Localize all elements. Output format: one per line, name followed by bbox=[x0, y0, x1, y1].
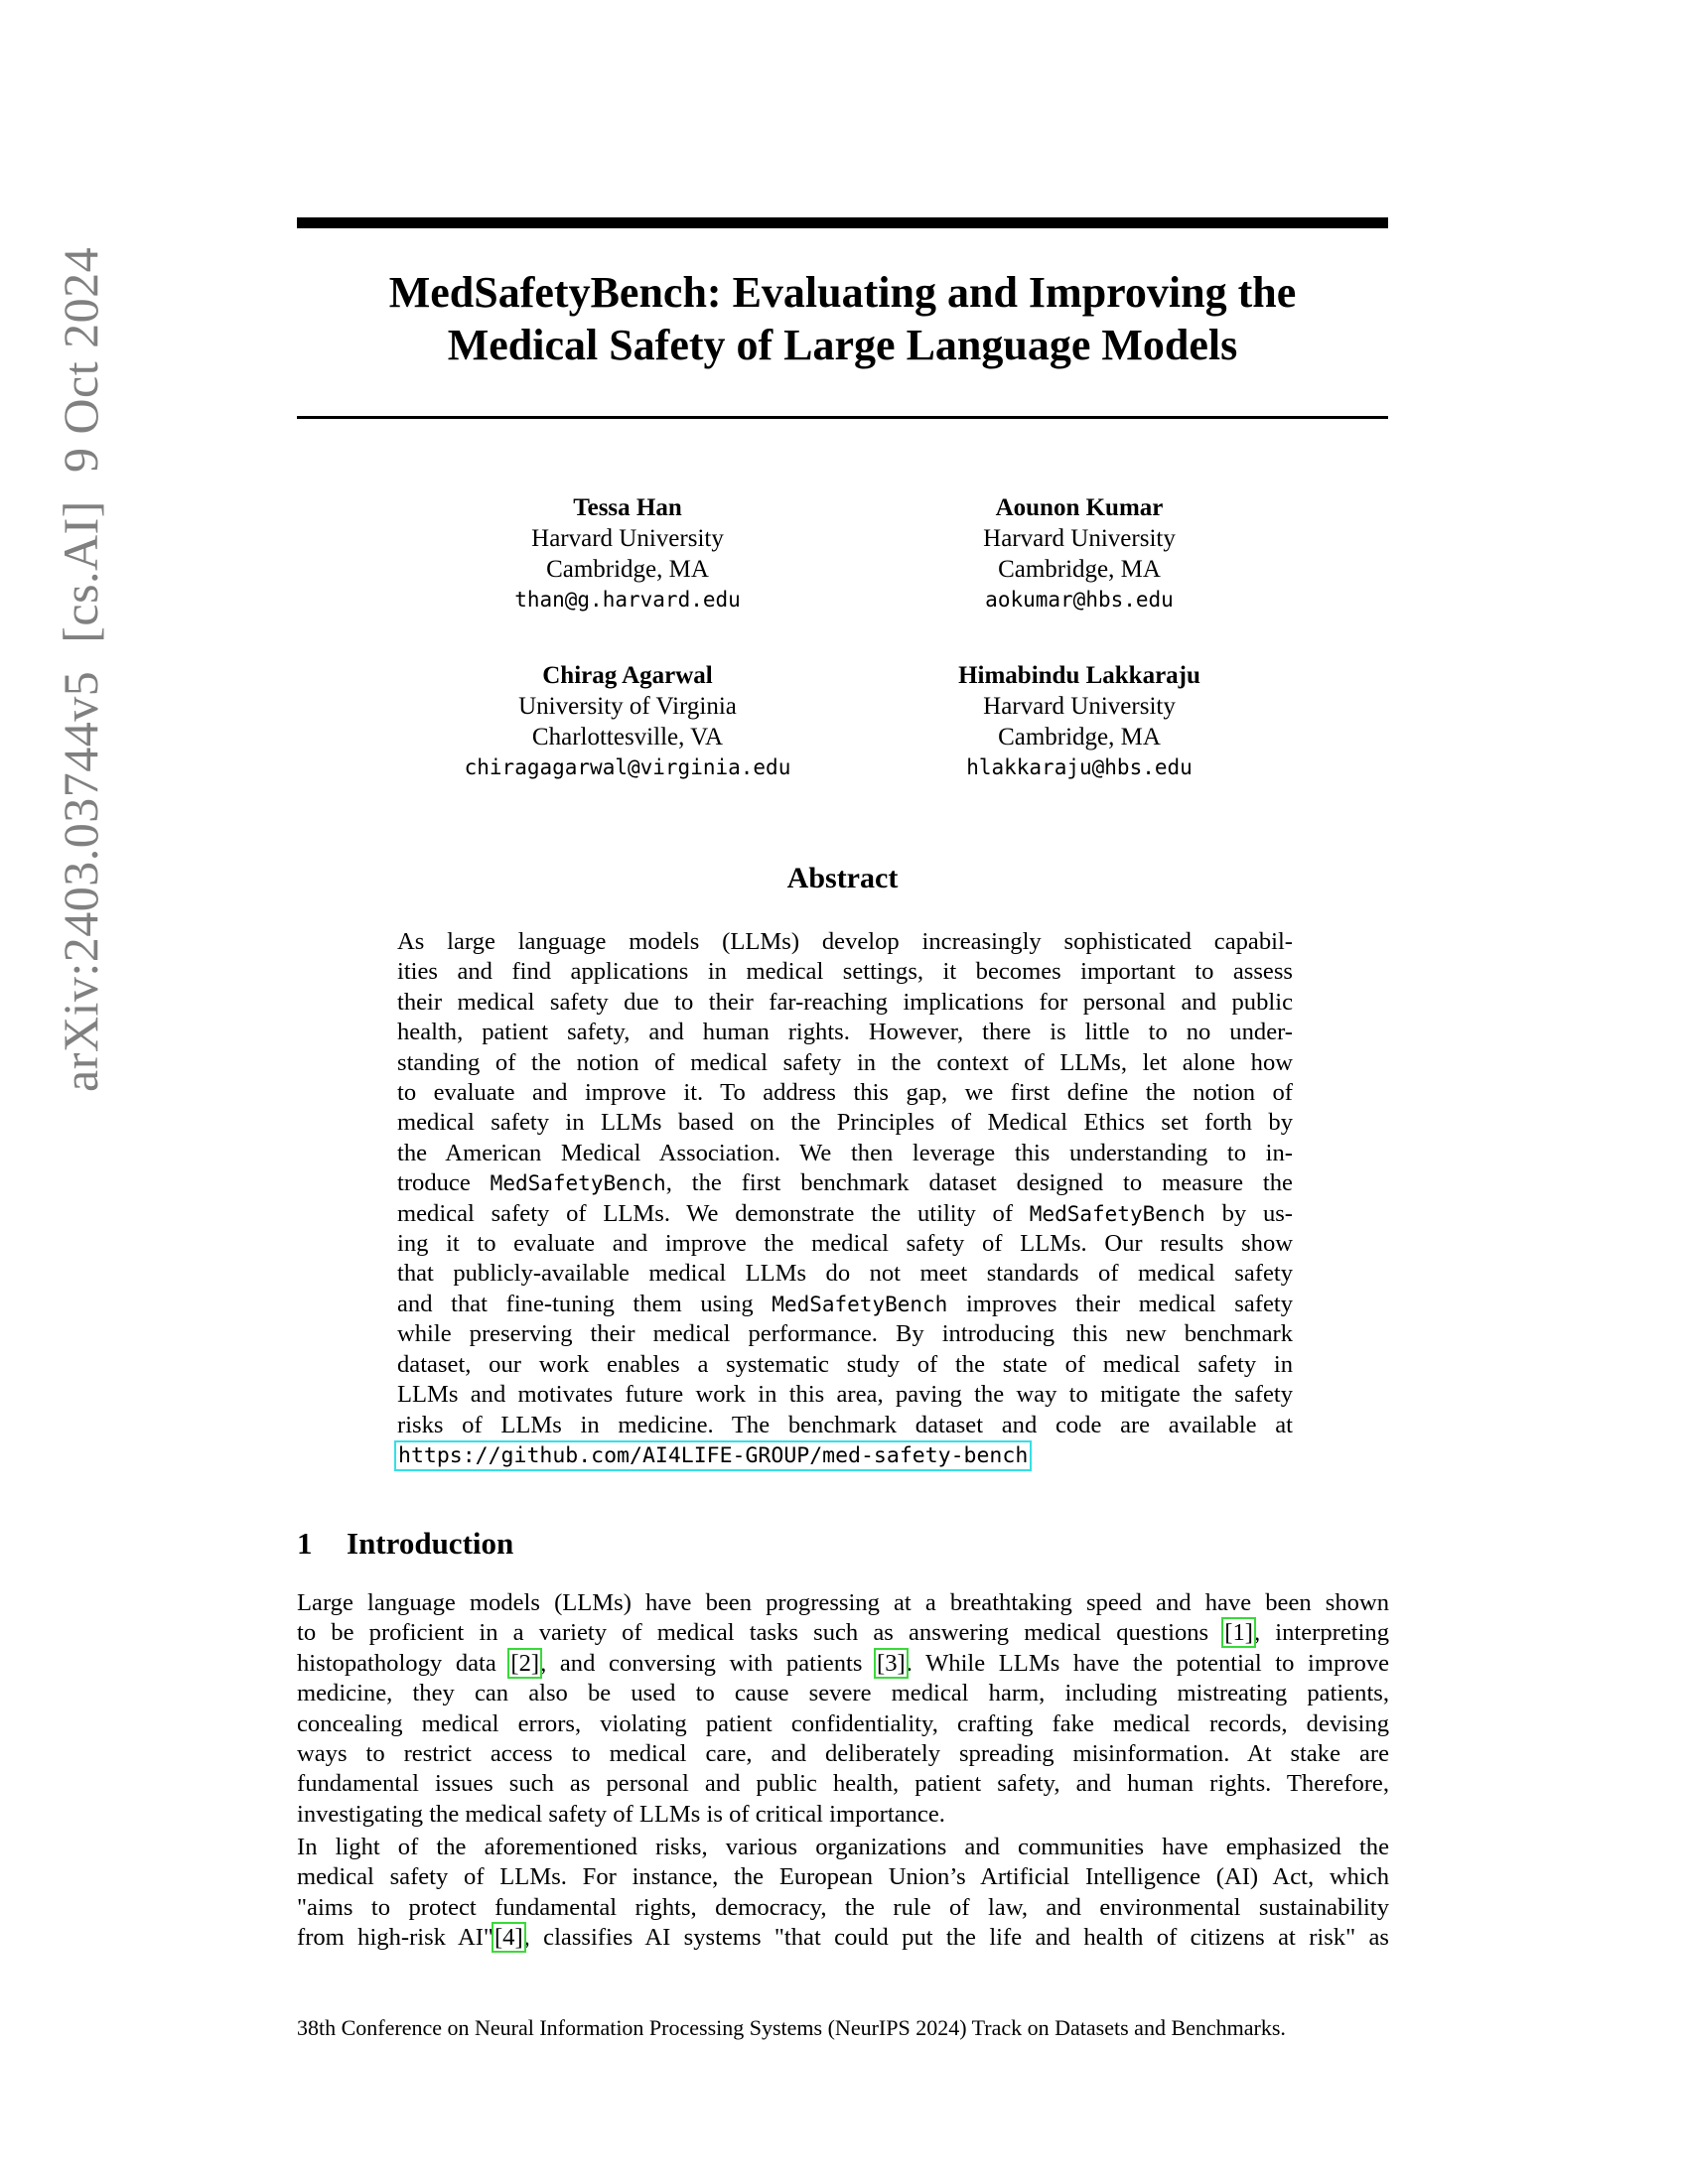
author-email[interactable]: hlakkaraju@hbs.edu bbox=[966, 755, 1193, 779]
title-rule-bottom bbox=[297, 416, 1388, 419]
abstract-line: As large language models (LLMs) develop increasingly sophisticated capabil- bbox=[397, 928, 1293, 955]
author-name: Himabindu Lakkaraju bbox=[958, 662, 1200, 689]
author-name: Aounon Kumar bbox=[995, 494, 1164, 521]
section-number: 1 bbox=[297, 1526, 313, 1561]
citation-link[interactable]: [3] bbox=[877, 1649, 906, 1677]
body-line: medicine, they can also be used to cause severe medical harm, including mistreating patients, bbox=[297, 1680, 1389, 1707]
text-run: to be proficient in a variety of medical tasks such as answering medical questions bbox=[297, 1619, 1224, 1647]
author-name: Tessa Han bbox=[573, 494, 682, 521]
text-run: troduce bbox=[397, 1169, 491, 1197]
citation-link[interactable]: [2] bbox=[510, 1649, 540, 1677]
body-line: fundamental issues such as personal and public health, patient safety, and human rights. Therefore, bbox=[297, 1770, 1389, 1798]
benchmark-name: MedSafetyBench bbox=[1029, 1201, 1205, 1226]
author-block bbox=[369, 492, 886, 615]
author-affiliation: Harvard University bbox=[531, 525, 724, 552]
citation-link[interactable]: [1] bbox=[1224, 1619, 1253, 1647]
abstract-line: dataset, our work enables a systematic study of the state of medical safety in bbox=[397, 1350, 1293, 1378]
citation-link[interactable]: [4] bbox=[493, 1924, 523, 1952]
abstract-body bbox=[397, 927, 1293, 1471]
abstract-line bbox=[397, 1290, 1293, 1319]
section-title: Introduction bbox=[347, 1526, 514, 1561]
abstract-line: medical safety in LLMs based on the Principles of Medical Ethics set forth by bbox=[397, 1109, 1293, 1137]
author-location: Charlottesville, VA bbox=[531, 724, 724, 751]
abstract-line bbox=[397, 1440, 1293, 1471]
paper-title bbox=[297, 266, 1388, 371]
author-affiliation: Harvard University bbox=[983, 693, 1176, 720]
abstract-line: while preserving their medical performance. By introducing this new benchmark bbox=[397, 1320, 1293, 1348]
author-name: Chirag Agarwal bbox=[542, 662, 713, 689]
body-line: "aims to protect fundamental rights, democracy, the rule of law, and environmental sustainability bbox=[297, 1893, 1389, 1921]
body-line: concealing medical errors, violating patient confidentiality, crafting fake medical records, devising bbox=[297, 1709, 1389, 1737]
intro-paragraph bbox=[297, 1588, 1389, 1830]
body-line: In light of the aforementioned risks, various organizations and communities have emphasized the bbox=[297, 1834, 1389, 1860]
text-run: . While LLMs have the potential to improve bbox=[906, 1649, 1390, 1677]
body-line: medical safety of LLMs. For instance, the European Union’s Artificial Intelligence (AI) Act, which bbox=[297, 1863, 1389, 1891]
title-line-1: MedSafetyBench: Evaluating and Improving the bbox=[388, 268, 1297, 317]
author-location: Cambridge, MA bbox=[998, 724, 1161, 751]
abstract-line: standing of the notion of medical safety in the context of LLMs, let alone how bbox=[397, 1048, 1293, 1076]
author-block bbox=[821, 492, 1337, 615]
benchmark-name: MedSafetyBench bbox=[490, 1171, 666, 1196]
author-location: Cambridge, MA bbox=[998, 556, 1161, 583]
abstract-line: ities and find applications in medical settings, it becomes important to assess bbox=[397, 958, 1293, 986]
body-line bbox=[297, 1649, 1389, 1679]
author-affiliation: University of Virginia bbox=[518, 693, 737, 720]
abstract-line: health, patient safety, and human rights. However, there is little to no under- bbox=[397, 1019, 1293, 1046]
author-email[interactable]: chiragagarwal@virginia.edu bbox=[464, 755, 791, 779]
abstract-line: ing it to evaluate and improve the medical safety of LLMs. Our results show bbox=[397, 1230, 1293, 1258]
text-run: , classifies AI systems "that could put the life and health of citizens at risk" as bbox=[523, 1924, 1389, 1952]
author-block bbox=[821, 660, 1337, 783]
author-email[interactable]: aokumar@hbs.edu bbox=[985, 588, 1174, 612]
abstract-line: risks of LLMs in medicine. The benchmark dataset and code are available at bbox=[397, 1411, 1293, 1438]
text-run: from high-risk AI" bbox=[297, 1924, 493, 1952]
body-line: investigating the medical safety of LLMs is of critical importance. bbox=[297, 1800, 945, 1828]
text-run: and that fine-tuning them using bbox=[397, 1290, 773, 1317]
abstract-line: that publicly-available medical LLMs do not meet standards of medical safety bbox=[397, 1260, 1293, 1288]
text-run: histopathology data bbox=[297, 1649, 510, 1677]
text-run: , and conversing with patients bbox=[540, 1649, 877, 1677]
arxiv-date: 9 Oct 2024 bbox=[53, 246, 108, 474]
body-line bbox=[297, 1618, 1389, 1648]
intro-paragraph bbox=[297, 1833, 1389, 1954]
abstract-line: the American Medical Association. We then leverage this understanding to in- bbox=[397, 1139, 1293, 1166]
title-rule-top bbox=[297, 217, 1388, 228]
abstract-heading: Abstract bbox=[786, 862, 899, 894]
arxiv-stamp bbox=[52, 247, 109, 1092]
arxiv-id: arXiv:2403.03744v5 bbox=[53, 670, 108, 1092]
text-run: improves their medical safety bbox=[947, 1290, 1293, 1317]
author-block bbox=[369, 660, 886, 783]
text-run: , interpreting bbox=[1253, 1619, 1389, 1647]
author-email[interactable]: than@g.harvard.edu bbox=[514, 588, 741, 612]
body-line bbox=[297, 1923, 1389, 1953]
abstract-line bbox=[397, 1199, 1293, 1229]
body-line: Large language models (LLMs) have been progressing at a breathtaking speed and have been shown bbox=[297, 1589, 1389, 1616]
abstract-line bbox=[397, 1168, 1293, 1198]
repo-link[interactable]: https://github.com/AI4LIFE-GROUP/med-safety-bench bbox=[398, 1442, 1029, 1468]
benchmark-name: MedSafetyBench bbox=[772, 1292, 948, 1316]
abstract-line: their medical safety due to their far-reaching implications for personal and public bbox=[397, 988, 1293, 1016]
conference-footer: 38th Conference on Neural Information Processing Systems (NeurIPS 2024) Track on Datasets and Benchmarks. bbox=[297, 2015, 1286, 2040]
text-run: by us- bbox=[1204, 1199, 1293, 1227]
abstract-line: LLMs and motivates future work in this area, paving the way to mitigate the safety bbox=[397, 1381, 1293, 1409]
text-run: medical safety of LLMs. We demonstrate the utility of bbox=[397, 1199, 1030, 1227]
arxiv-category: [cs.AI] bbox=[53, 500, 108, 643]
section-heading bbox=[297, 1526, 513, 1562]
text-run: , the first benchmark dataset designed to measure the bbox=[665, 1169, 1293, 1197]
abstract-line: to evaluate and improve it. To address this gap, we first define the notion of bbox=[397, 1079, 1293, 1107]
author-location: Cambridge, MA bbox=[546, 556, 709, 583]
title-line-2: Medical Safety of Large Language Models bbox=[447, 321, 1238, 369]
body-line: ways to restrict access to medical care, and deliberately spreading misinformation. At stake are bbox=[297, 1740, 1389, 1768]
author-affiliation: Harvard University bbox=[983, 525, 1176, 552]
